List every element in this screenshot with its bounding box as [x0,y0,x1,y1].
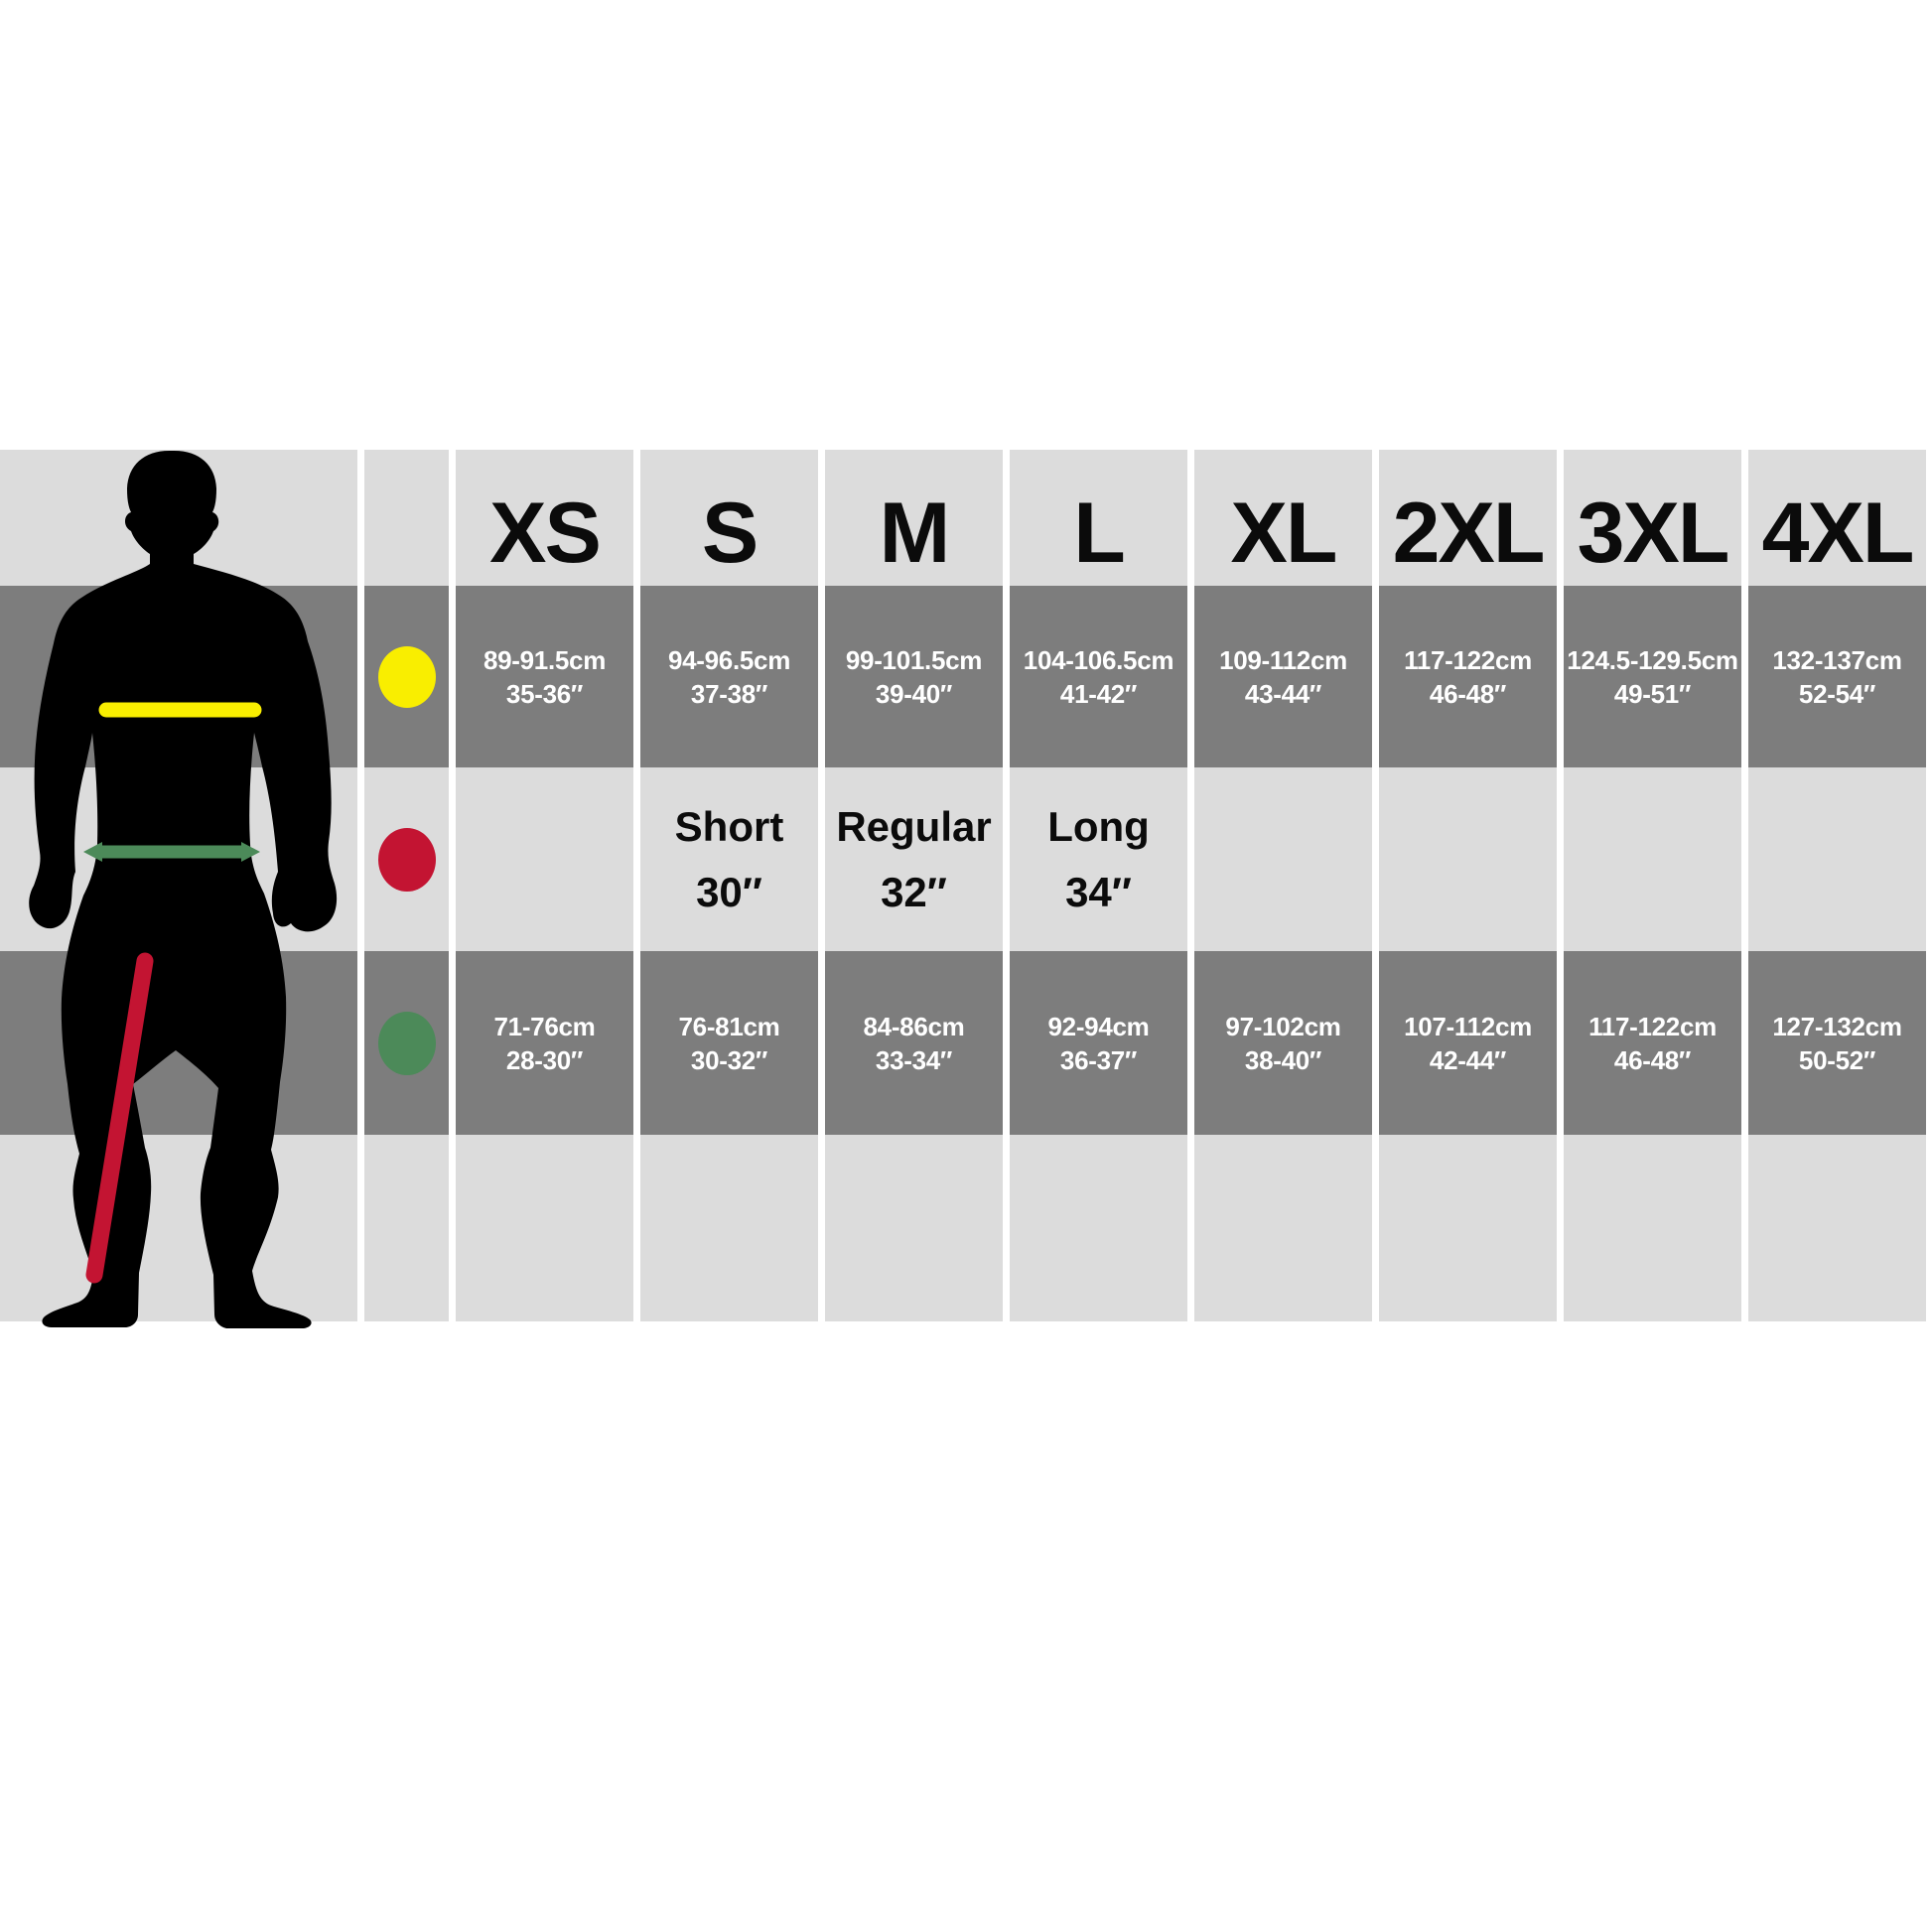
figure-column-leg-cell [0,767,357,951]
dot-column-header-cell [364,450,449,586]
chest-m-cell [825,586,1003,767]
chest-4xl-cm: 132-137cm [1772,644,1902,675]
waist-2xl-cell [1379,951,1557,1135]
waist-m-cm: 84-86cm [863,1011,965,1041]
chest-xs-in: 35-36″ [505,678,584,709]
bottom-2xl-cell [1379,1135,1557,1321]
leg-length-dot-icon [376,826,438,894]
chest-xl-in: 43-44″ [1244,678,1322,709]
waist-xs-cm: 71-76cm [493,1011,596,1041]
chest-xs-cm: 89-91.5cm [483,644,607,675]
bottom-xl-cell [1194,1135,1372,1321]
size-header-3xl: 3XL [1564,450,1741,586]
waist-s-cell [640,951,818,1135]
chest-xs-cell [456,586,633,767]
leg-length-dot-cell [364,767,449,951]
waist-xl-cell [1194,951,1372,1135]
chest-3xl-in: 49-51″ [1613,678,1692,709]
leg-length-s-cell [640,767,818,951]
chest-3xl-cell [1564,586,1741,767]
figure-column-bottom-cell [0,1135,357,1321]
chest-4xl-in: 52-54″ [1798,678,1876,709]
bottom-xs-cell [456,1135,633,1321]
chest-dot-cell [364,586,449,767]
chest-l-in: 41-42″ [1059,678,1138,709]
chest-2xl-in: 46-48″ [1429,678,1507,709]
bottom-s-cell [640,1135,818,1321]
chest-xl-cm: 109-112cm [1219,644,1347,675]
chest-l-cm: 104-106.5cm [1023,644,1174,675]
waist-2xl-cm: 107-112cm [1404,1011,1532,1041]
leg-length-xs-cell [456,767,633,951]
leg-length-s-label: Short [674,802,784,850]
waist-l-cell [1010,951,1187,1135]
waist-m-in: 33-34″ [875,1044,953,1075]
bottom-m-cell [825,1135,1003,1321]
chest-s-cell [640,586,818,767]
leg-length-s-in: 30″ [696,868,762,915]
waist-dot-icon [376,1010,438,1077]
chest-xl-cell [1194,586,1372,767]
bottom-l-cell [1010,1135,1187,1321]
waist-xl-cm: 97-102cm [1225,1011,1341,1041]
chest-s-in: 37-38″ [690,678,768,709]
chest-3xl-cm: 124.5-129.5cm [1567,644,1738,675]
waist-l-cm: 92-94cm [1047,1011,1150,1041]
leg-length-l-label: Long [1047,802,1150,850]
leg-length-4xl-cell [1748,767,1926,951]
bottom-4xl-cell [1748,1135,1926,1321]
leg-length-3xl-cell [1564,767,1741,951]
chest-m-cm: 99-101.5cm [845,644,983,675]
chest-s-cm: 94-96.5cm [667,644,791,675]
waist-4xl-in: 50-52″ [1798,1044,1876,1075]
waist-s-in: 30-32″ [690,1044,768,1075]
bottom-3xl-cell [1564,1135,1741,1321]
figure-column-chest-cell [0,586,357,767]
size-header-4xl: 4XL [1748,450,1926,586]
size-header-l: L [1010,450,1187,586]
size-header-xl: XL [1194,450,1372,586]
waist-m-cell [825,951,1003,1135]
size-header-2xl: 2XL [1379,450,1557,586]
waist-3xl-in: 46-48″ [1613,1044,1692,1075]
waist-xs-cell [456,951,633,1135]
bottom-dot-cell [364,1135,449,1321]
leg-length-l-in: 34″ [1065,868,1132,915]
waist-xs-in: 28-30″ [505,1044,584,1075]
size-chart-table [0,450,1926,1321]
chest-dot-icon [376,644,438,710]
leg-length-m-label: Regular [836,802,992,850]
chest-2xl-cm: 117-122cm [1404,644,1532,675]
waist-3xl-cell [1564,951,1741,1135]
leg-length-m-cell [825,767,1003,951]
size-header-m: M [825,450,1003,586]
chest-l-cell [1010,586,1187,767]
waist-xl-in: 38-40″ [1244,1044,1322,1075]
chest-4xl-cell [1748,586,1926,767]
leg-length-l-cell [1010,767,1187,951]
waist-4xl-cm: 127-132cm [1772,1011,1902,1041]
waist-3xl-cm: 117-122cm [1588,1011,1717,1041]
chest-m-in: 39-40″ [875,678,953,709]
chest-2xl-cell [1379,586,1557,767]
waist-s-cm: 76-81cm [678,1011,780,1041]
figure-column-header-cell [0,450,357,586]
waist-4xl-cell [1748,951,1926,1135]
size-header-s: S [640,450,818,586]
leg-length-m-in: 32″ [881,868,947,915]
leg-length-xl-cell [1194,767,1372,951]
size-header-xs: XS [456,450,633,586]
waist-dot-cell [364,951,449,1135]
leg-length-2xl-cell [1379,767,1557,951]
waist-2xl-in: 42-44″ [1429,1044,1507,1075]
figure-column-waist-cell [0,951,357,1135]
waist-l-in: 36-37″ [1059,1044,1138,1075]
